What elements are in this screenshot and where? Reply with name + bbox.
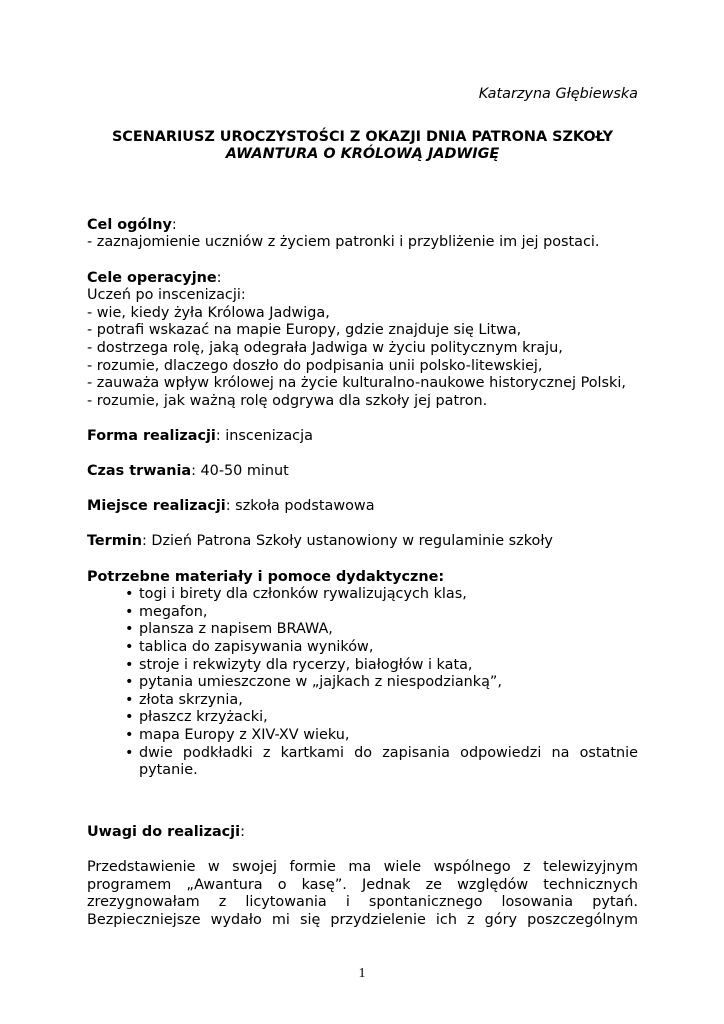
bullet-icon: • — [125, 727, 134, 743]
list-item: • plansza z napisem BRAWA, — [125, 621, 333, 638]
bullet-icon: • — [125, 674, 134, 691]
document-subtitle: AWANTURA O KRÓLOWĄ JADWIGĘ — [225, 146, 500, 163]
operational-goal-item: - potrafi wskazać na mapie Europy, gdzie znajduje się Litwa, — [87, 322, 522, 339]
remarks-text: Przedstawienie w swojej formie ma wiele wspólnego z telewizyjnym programem „Awantura o kasę”. Jednak ze względów technicznych zrezygnowałam z licytowania i spontanicznego losowania pytań. Bezpieczniejsze wydało mi się przydzielenie ich z góry poszczególnym — [87, 858, 638, 928]
list-item: • płaszcz krzyżacki, — [125, 709, 268, 726]
author-name: Katarzyna Głębiewska — [478, 86, 638, 102]
place-section — [87, 498, 638, 516]
date-value: : Dzień Patrona Szkoły ustanowiony w regulaminie szkoły — [141, 533, 553, 550]
bullet-icon: • — [125, 656, 134, 673]
place-label: Miejsce realizacji — [87, 498, 226, 515]
duration-label: Czas trwania — [87, 463, 192, 480]
operational-goal-item: - wie, kiedy żyła Królowa Jadwiga, — [87, 304, 330, 321]
date-label: Termin — [87, 533, 142, 550]
form-value: : inscenizacja — [215, 427, 313, 444]
general-goal-label: Cel ogólny — [87, 216, 172, 233]
general-goal-section — [87, 217, 638, 252]
date-section — [87, 533, 638, 551]
duration-section — [87, 463, 638, 481]
form-section — [87, 428, 638, 446]
list-item: • stroje i rekwizyty dla rycerzy, białogłów i kata, — [125, 656, 473, 673]
operational-goals-section — [87, 270, 638, 411]
materials-list — [87, 586, 638, 780]
list-item: • złota skrzynia, — [125, 691, 243, 708]
operational-goals-intro: Uczeń po inscenizacji: — [87, 287, 246, 304]
list-item: • mapa Europy z XIV-XV wieku, — [125, 727, 350, 743]
general-goal-colon: : — [171, 216, 177, 233]
materials-label: Potrzebne materiały i pomoce dydaktyczne: — [87, 568, 445, 585]
general-goal-text: - zaznajomienie uczniów z życiem patronki i przybliżenie im jej postaci. — [87, 234, 600, 251]
list-item: • togi i birety dla członków rywalizujących klas, — [125, 586, 467, 603]
bullet-icon: • — [125, 709, 134, 726]
bullet-icon: • — [125, 639, 134, 656]
place-value: : szkoła podstawowa — [225, 498, 375, 515]
operational-goals-colon: : — [216, 269, 222, 286]
bullet-icon: • — [125, 603, 134, 620]
operational-goal-item: - rozumie, dlaczego doszło do podpisania unii polsko-litewskiej, — [87, 357, 543, 374]
remarks-section — [87, 824, 638, 930]
form-label: Forma realizacji — [87, 427, 216, 444]
list-item: • dwie podkładki z kartkami do zapisania odpowiedzi na ostatnie pytanie. — [125, 744, 638, 779]
operational-goals-label: Cele operacyjne — [87, 269, 217, 286]
remarks-label: Uwagi do realizacji — [87, 823, 241, 840]
operational-goal-item: - rozumie, jak ważną rolę odgrywa dla szkoły jej patron. — [87, 392, 488, 409]
bullet-icon: • — [125, 691, 134, 708]
bullet-icon: • — [125, 586, 134, 603]
list-item: • tablica do zapisywania wyników, — [125, 639, 374, 656]
operational-goal-item: - dostrzega rolę, jaką odegrała Jadwiga w życiu politycznym kraju, — [87, 339, 563, 356]
bullet-icon: • — [125, 744, 134, 761]
materials-section — [87, 569, 638, 780]
remarks-colon: : — [240, 823, 245, 840]
operational-goal-item: - zauważa wpływ królowej na życie kulturalno-naukowe historycznej Polski, — [87, 375, 626, 392]
document-page — [87, 86, 638, 929]
page-number: 1 — [358, 966, 366, 981]
duration-value: : 40-50 minut — [191, 463, 289, 480]
bullet-icon: • — [125, 621, 134, 638]
document-title: SCENARIUSZ UROCZYSTOŚCI Z OKAZJI DNIA PATRONA SZKOŁY — [111, 128, 614, 145]
list-item: • pytania umieszczone w „jajkach z niespodzianką”, — [125, 674, 502, 691]
list-item: • megafon, — [125, 603, 208, 620]
